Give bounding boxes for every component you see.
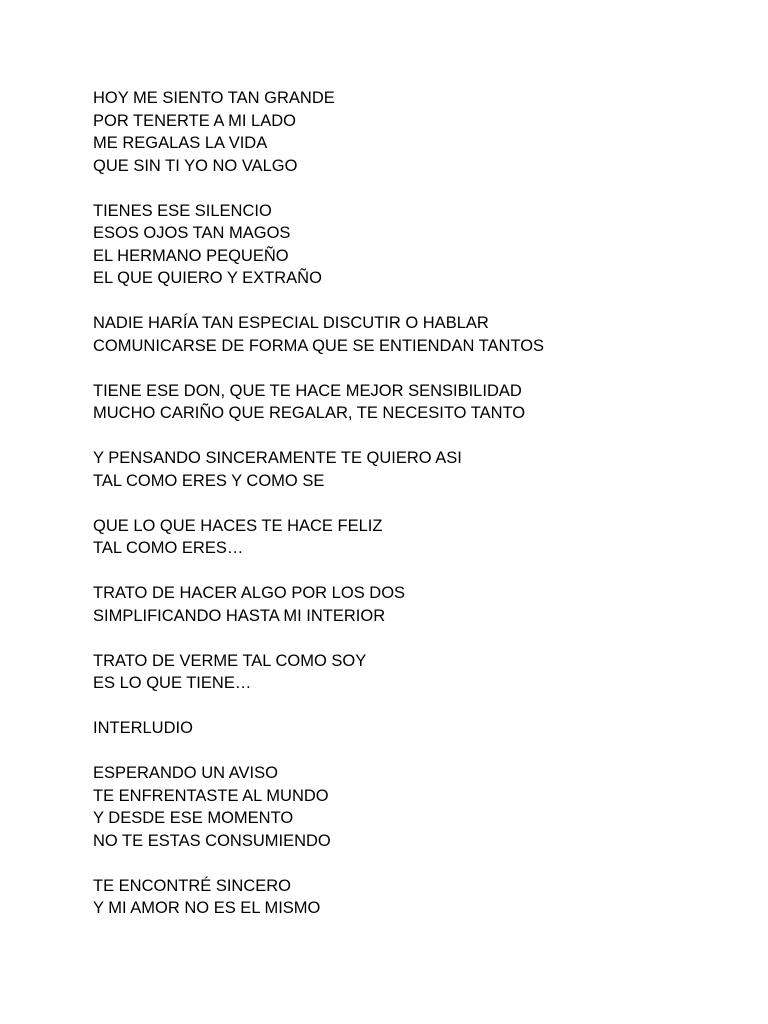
poem-line: ESOS OJOS TAN MAGOS xyxy=(93,224,291,242)
stanza-5 xyxy=(93,447,733,492)
poem-line: MUCHO CARIÑO QUE REGALAR, TE NECESITO TANTO xyxy=(93,404,526,422)
stanza-2 xyxy=(93,200,733,290)
stanza-3 xyxy=(93,312,733,357)
stanza-10 xyxy=(93,762,733,852)
poem-line: NO TE ESTAS CONSUMIENDO xyxy=(93,831,331,850)
poem-line: QUE LO QUE HACES TE HACE FELIZ xyxy=(93,516,383,535)
poem-line: EL HERMANO PEQUEÑO xyxy=(93,246,289,265)
stanza-1 xyxy=(93,87,733,177)
poem-body xyxy=(93,87,733,942)
stanza-11 xyxy=(93,875,733,920)
stanza-9 xyxy=(93,717,733,740)
poem-line: TAL COMO ERES… xyxy=(93,539,244,557)
poem-line: SIMPLIFICANDO HASTA MI INTERIOR xyxy=(93,606,386,625)
poem-line: ES LO QUE TIENE… xyxy=(93,674,252,692)
poem-line: ESPERANDO UN AVISO xyxy=(93,764,278,782)
poem-line: Y MI AMOR NO ES EL MISMO xyxy=(93,899,321,917)
poem-line: TRATO DE VERME TAL COMO SOY xyxy=(93,651,367,670)
poem-line: Y DESDE ESE MOMENTO xyxy=(93,809,294,827)
stanza-8 xyxy=(93,650,733,695)
section-heading: INTERLUDIO xyxy=(93,719,193,737)
poem-line: TE ENCONTRÉ SINCERO xyxy=(93,876,292,895)
poem-line: TE ENFRENTASTE AL MUNDO xyxy=(93,786,329,805)
stanza-7 xyxy=(93,582,733,627)
poem-line: ME REGALAS LA VIDA xyxy=(93,134,268,152)
poem-line: Y PENSANDO SINCERAMENTE TE QUIERO ASI xyxy=(93,449,462,467)
stanza-4 xyxy=(93,380,733,425)
stanza-6 xyxy=(93,515,733,560)
poem-line: NADIE HARÍA TAN ESPECIAL DISCUTIR O HABLAR xyxy=(93,314,489,332)
poem-line: QUE SIN TI YO NO VALGO xyxy=(93,156,298,175)
poem-line: POR TENERTE A MI LADO xyxy=(93,111,296,130)
poem-line: TIENES ESE SILENCIO xyxy=(93,201,272,220)
poem-line: TIENE ESE DON, QUE TE HACE MEJOR SENSIBILIDAD xyxy=(93,381,522,400)
poem-line: HOY ME SIENTO TAN GRANDE xyxy=(93,89,335,107)
poem-line: EL QUE QUIERO Y EXTRAÑO xyxy=(93,269,322,287)
poem-line: COMUNICARSE DE FORMA QUE SE ENTIENDAN TANTOS xyxy=(93,336,545,355)
poem-line: TRATO DE HACER ALGO POR LOS DOS xyxy=(93,584,406,602)
poem-line: TAL COMO ERES Y COMO SE xyxy=(93,471,325,490)
